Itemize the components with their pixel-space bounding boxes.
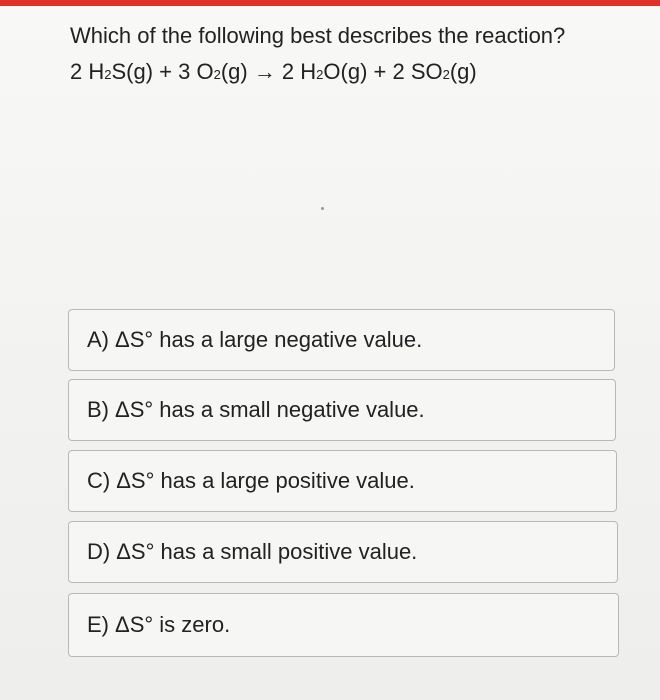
option-text: ΔS° has a small negative value. [115,397,425,422]
option-d[interactable] [68,521,618,583]
reaction-part: (g) [449,59,477,84]
option-letter: C) [87,468,111,493]
reaction-part: 2 H [70,59,105,84]
stray-dot [321,207,324,210]
option-text: ΔS° has a large negative value. [115,327,423,352]
option-letter: B) [87,397,109,422]
reaction-part: S(g) + 3 O [111,59,214,84]
option-letter: E) [87,612,109,637]
subscript: 2 [442,67,450,82]
option-c[interactable] [68,450,617,512]
option-letter: D) [87,539,111,564]
option-text: ΔS° is zero. [115,612,231,637]
option-letter: A) [87,327,109,352]
reaction-part: O(g) + 2 SO [323,59,443,84]
subscript: 2 [316,67,324,82]
question-prompt: Which of the following best describes the reaction? [70,23,566,48]
option-a[interactable] [68,309,615,371]
subscript: 2 [104,67,112,82]
reaction-equation [70,56,477,91]
reaction-part: (g) → 2 H [220,59,317,84]
option-text: ΔS° has a small positive value. [116,539,418,564]
option-e[interactable] [68,593,619,657]
subscript: 2 [213,67,221,82]
option-text: ΔS° has a large positive value. [116,468,415,493]
option-b[interactable] [68,379,616,441]
accent-bar [0,0,660,6]
